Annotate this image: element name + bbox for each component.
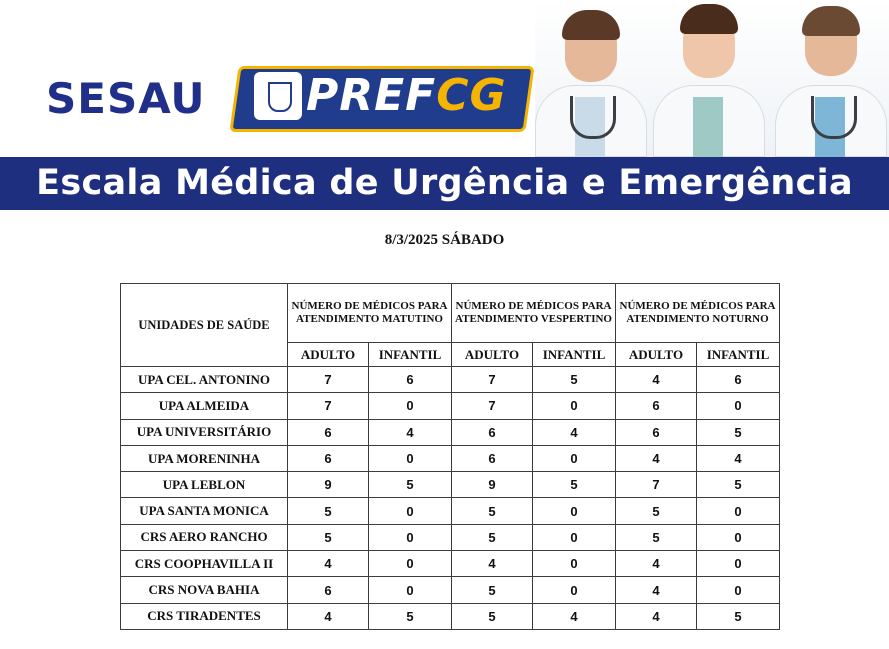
- doctor-count-cell: 0: [369, 445, 452, 471]
- unit-name-cell: UPA MORENINHA: [121, 445, 288, 471]
- doctor-count-cell: 6: [452, 445, 533, 471]
- table-row: [121, 393, 780, 419]
- table-row: [121, 367, 780, 393]
- doctor-count-cell: 0: [369, 393, 452, 419]
- column-header: INFANTIL: [533, 343, 616, 367]
- unit-name-cell: UPA CEL. ANTONINO: [121, 367, 288, 393]
- column-header: ADULTO: [452, 343, 533, 367]
- unit-name-cell: UPA UNIVERSITÁRIO: [121, 419, 288, 445]
- doctor-count-cell: 5: [533, 472, 616, 498]
- doctor-count-cell: 4: [616, 367, 697, 393]
- column-header: ADULTO: [616, 343, 697, 367]
- schedule-table: [120, 283, 780, 630]
- unit-name-cell: UPA ALMEIDA: [121, 393, 288, 419]
- column-header: INFANTIL: [697, 343, 780, 367]
- doctor-count-cell: 5: [616, 498, 697, 524]
- doctor-count-cell: 5: [533, 367, 616, 393]
- doctor-count-cell: 4: [616, 445, 697, 471]
- doctor-count-cell: 4: [697, 445, 780, 471]
- doctor-count-cell: 5: [452, 498, 533, 524]
- doctor-count-cell: 5: [288, 498, 369, 524]
- unit-name-cell: UPA LEBLON: [121, 472, 288, 498]
- night-group-header: NÚMERO DE MÉDICOS PARA ATENDIMENTO NOTURNO: [616, 284, 780, 343]
- sesau-logo: SESAU: [46, 74, 206, 123]
- doctors-photo: [535, 0, 889, 157]
- doctor-count-cell: 0: [697, 498, 780, 524]
- doctor-count-cell: 5: [452, 524, 533, 550]
- doctor-count-cell: 4: [616, 603, 697, 629]
- schedule-table-body: [121, 367, 780, 630]
- column-header: ADULTO: [288, 343, 369, 367]
- doctor-count-cell: 0: [697, 551, 780, 577]
- unit-name-cell: CRS COOPHAVILLA II: [121, 551, 288, 577]
- column-header: INFANTIL: [369, 343, 452, 367]
- doctor-count-cell: 6: [288, 445, 369, 471]
- doctor-count-cell: 0: [369, 551, 452, 577]
- table-row: [121, 445, 780, 471]
- doctor-count-cell: 5: [697, 603, 780, 629]
- doctor-figure: [653, 0, 763, 157]
- doctor-count-cell: 0: [369, 524, 452, 550]
- doctor-count-cell: 9: [452, 472, 533, 498]
- morning-group-header: NÚMERO DE MÉDICOS PARA ATENDIMENTO MATUTINO: [288, 284, 452, 343]
- doctor-count-cell: 0: [533, 524, 616, 550]
- doctor-count-cell: 4: [533, 603, 616, 629]
- table-row: [121, 524, 780, 550]
- page-title: Escala Médica de Urgência e Emergência: [36, 163, 853, 203]
- doctor-count-cell: 5: [369, 603, 452, 629]
- doctor-figure: [771, 0, 889, 157]
- doctor-count-cell: 0: [697, 393, 780, 419]
- doctor-count-cell: 6: [288, 577, 369, 603]
- afternoon-group-header: NÚMERO DE MÉDICOS PARA ATENDIMENTO VESPERTINO: [452, 284, 616, 343]
- doctor-count-cell: 6: [697, 367, 780, 393]
- doctor-count-cell: 7: [452, 367, 533, 393]
- doctor-count-cell: 9: [288, 472, 369, 498]
- doctor-count-cell: 7: [616, 472, 697, 498]
- doctor-count-cell: 4: [369, 419, 452, 445]
- doctor-count-cell: 0: [533, 551, 616, 577]
- doctor-count-cell: 0: [697, 524, 780, 550]
- doctor-count-cell: 0: [533, 393, 616, 419]
- doctor-count-cell: 7: [288, 393, 369, 419]
- table-row: [121, 472, 780, 498]
- doctor-count-cell: 7: [452, 393, 533, 419]
- table-row: [121, 551, 780, 577]
- table-row: [121, 419, 780, 445]
- doctor-count-cell: 0: [697, 577, 780, 603]
- doctor-count-cell: 4: [288, 603, 369, 629]
- doctor-count-cell: 0: [533, 498, 616, 524]
- prefcg-logo: [306, 70, 507, 121]
- doctor-count-cell: 6: [616, 393, 697, 419]
- doctor-count-cell: 5: [452, 603, 533, 629]
- doctor-count-cell: 6: [452, 419, 533, 445]
- doctor-count-cell: 6: [616, 419, 697, 445]
- unit-name-cell: CRS NOVA BAHIA: [121, 577, 288, 603]
- doctor-count-cell: 5: [697, 419, 780, 445]
- doctor-count-cell: 0: [369, 577, 452, 603]
- doctor-count-cell: 6: [369, 367, 452, 393]
- doctor-count-cell: 5: [697, 472, 780, 498]
- doctor-count-cell: 6: [288, 419, 369, 445]
- table-row: [121, 498, 780, 524]
- doctor-count-cell: 4: [616, 551, 697, 577]
- city-seal-icon: [254, 72, 302, 120]
- doctor-count-cell: 5: [288, 524, 369, 550]
- doctor-count-cell: 5: [616, 524, 697, 550]
- schedule-date: 8/3/2025 SÁBADO: [384, 232, 505, 248]
- unit-name-cell: CRS TIRADENTES: [121, 603, 288, 629]
- table-row: [121, 577, 780, 603]
- doctor-count-cell: 4: [616, 577, 697, 603]
- prefcg-logo-cg: CG: [436, 70, 507, 121]
- doctor-count-cell: 0: [369, 498, 452, 524]
- doctor-count-cell: 7: [288, 367, 369, 393]
- doctor-count-cell: 5: [452, 577, 533, 603]
- unit-name-cell: UPA SANTA MONICA: [121, 498, 288, 524]
- doctor-count-cell: 5: [369, 472, 452, 498]
- doctor-count-cell: 0: [533, 577, 616, 603]
- table-header-row: [121, 284, 780, 343]
- doctor-count-cell: 4: [533, 419, 616, 445]
- table-row: [121, 603, 780, 629]
- doctor-figure: [535, 0, 645, 157]
- doctor-count-cell: 4: [452, 551, 533, 577]
- unit-name-cell: CRS AERO RANCHO: [121, 524, 288, 550]
- doctor-count-cell: 0: [533, 445, 616, 471]
- prefcg-logo-pref: PREF: [306, 70, 437, 121]
- doctor-count-cell: 4: [288, 551, 369, 577]
- unit-column-header: UNIDADES DE SAÚDE: [121, 284, 288, 367]
